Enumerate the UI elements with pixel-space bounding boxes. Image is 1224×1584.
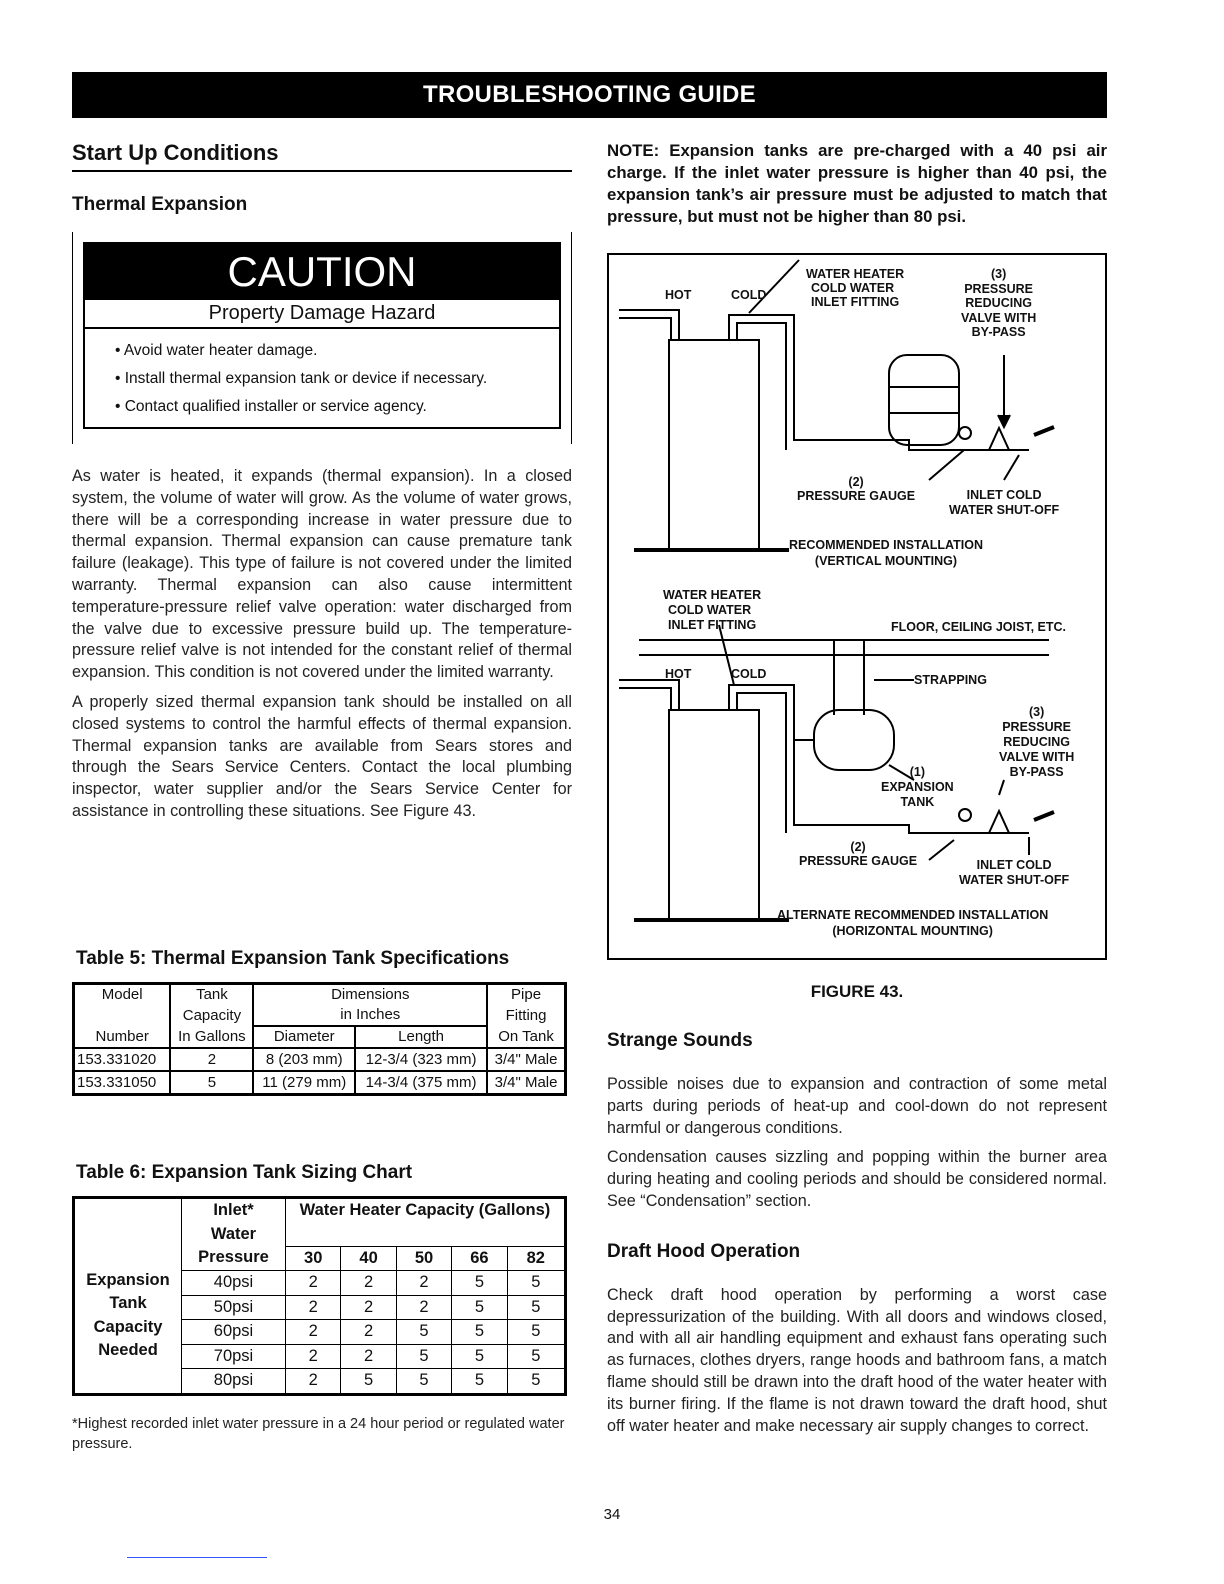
cell: 2	[286, 1295, 341, 1320]
pressure-cell: 40psi	[182, 1271, 286, 1296]
header-inlet-3: Pressure	[182, 1246, 286, 1271]
label-cold-top: COLD	[731, 288, 767, 302]
table5	[72, 982, 567, 1096]
table5-block	[72, 948, 567, 1096]
page-number: 34	[603, 1506, 621, 1523]
caution-title: CAUTION	[85, 244, 559, 300]
header-tank: Tank	[170, 984, 253, 1006]
label-shutoff-top: INLET COLD WATER SHUT-OFF	[949, 488, 1060, 517]
caution-item: • Contact qualified installer or service agency.	[115, 398, 427, 415]
spacer	[286, 1223, 566, 1247]
subsection-title: Thermal Expansion	[72, 194, 248, 215]
cell: 2	[341, 1344, 396, 1369]
cell: 5	[507, 1344, 565, 1369]
capacity-header: 30	[286, 1246, 341, 1271]
cell: 5	[396, 1320, 451, 1345]
label-inlet-fitting-top: WATER HEATER COLD WATER INLET FITTING	[806, 267, 905, 309]
footer-rule	[127, 1557, 267, 1558]
cell: 5	[507, 1320, 565, 1345]
capacity-header: 50	[396, 1246, 451, 1271]
cell: 3/4" Male	[487, 1071, 565, 1095]
cell: 3/4" Male	[487, 1048, 565, 1071]
cell: 153.331050	[74, 1071, 171, 1095]
cell: 2	[341, 1320, 396, 1345]
header-pipe-3: On Tank	[487, 1026, 565, 1048]
table-row	[74, 1071, 566, 1095]
header-dimensions-2: in Inches	[253, 1005, 487, 1026]
cell: 2	[170, 1048, 253, 1071]
water-heater-tank-top	[669, 340, 759, 550]
label-install-top: RECOMMENDED INSTALLATION (VERTICAL MOUNTING)	[789, 538, 983, 568]
caution-item: • Install thermal expansion tank or device if necessary.	[115, 370, 488, 387]
header-capacity: Water Heater Capacity (Gallons)	[299, 1201, 551, 1219]
label-expansion-tank: (1) EXPANSION TANK	[881, 765, 954, 809]
label-shutoff-bottom: INLET COLD WATER SHUT-OFF	[959, 858, 1070, 887]
label-strapping: STRAPPING	[914, 673, 987, 687]
label-install-bottom: ALTERNATE RECOMMENDED INSTALLATION (HORIZONTAL MOUNTING)	[777, 908, 1049, 938]
pressure-cell: 80psi	[182, 1369, 286, 1395]
cell: 5	[452, 1320, 507, 1345]
header-tank-2: Capacity	[170, 1005, 253, 1026]
label-hot-bottom: HOT	[665, 667, 692, 681]
table6-footnote: *Highest recorded inlet water pressure in a 24 hour period or regulated water pressure.	[72, 1415, 565, 1452]
figure-43	[607, 253, 1107, 960]
caution-frame	[72, 232, 572, 444]
cell: 5	[452, 1295, 507, 1320]
expansion-note: NOTE: Expansion tanks are pre-charged with a 40 psi air charge. If the inlet water pressure is higher than 40 psi, the expansion tank’s air pressure must be adjusted to match that pressure, but must not be higher than 80 psi.	[607, 141, 1107, 226]
cell: 2	[341, 1295, 396, 1320]
cell: 5	[396, 1344, 451, 1369]
section-title: Start Up Conditions	[72, 140, 572, 172]
cell: 5	[341, 1369, 396, 1395]
header-model: Model	[101, 986, 143, 1003]
cell: 2	[286, 1320, 341, 1345]
header-length: Length	[355, 1026, 487, 1048]
cell: 2	[286, 1271, 341, 1296]
cell: 2	[396, 1295, 451, 1320]
draft-hood-title: Draft Hood Operation	[607, 1240, 801, 1262]
expansion-tank-top	[889, 355, 959, 445]
right-column	[607, 140, 1107, 1437]
body-paragraph: Check draft hood operation by performing a worst case depressurization of the building. With all doors and windows closed, and with all air handling equipment and exhaust fans operating such as furnaces, clothes dryers, range hoods and bathroom fans, a match flame should still be drawn into the draft hood of the water heater with its burner firing. If the flame is not drawn toward the draft hood, shut off water heater and make necessary air supply changes to correct.	[607, 1285, 1107, 1435]
body-paragraph: As water is heated, it expands (thermal expansion). In a closed system, the volume of water will grow. As the volume of water grows, there will be a corresponding increase in water pressure due to thermal expansion. Thermal expansion can cause premature tank failure (leakage). This type of failure is not covered under the limited warranty. Thermal expansion can also cause intermittent temperature-pressure relief valve operation: water discharged from the valve due to excessive pressure build up. The temperature-pressure relief valve is not intended for the constant relief of thermal expansion. This condition is not covered under the limited warranty.	[72, 467, 572, 682]
label-floor: FLOOR, CEILING JOIST, ETC.	[891, 620, 1067, 634]
table5-title: Table 5: Thermal Expansion Tank Specifications	[76, 948, 510, 969]
cell: 5	[452, 1271, 507, 1296]
label-cold-bottom: COLD	[731, 667, 767, 681]
table6-title: Table 6: Expansion Tank Sizing Chart	[76, 1162, 413, 1183]
label-gauge-top: (2) PRESSURE GAUGE	[797, 475, 916, 503]
figure-caption: FIGURE 43.	[810, 982, 904, 1001]
cell: 2	[341, 1271, 396, 1296]
row-label: Expansion Tank Capacity Needed	[74, 1198, 182, 1395]
cell: 5	[507, 1369, 565, 1395]
strange-sounds-title: Strange Sounds	[607, 1030, 753, 1051]
cell: 5	[170, 1071, 253, 1095]
body-paragraph: Condensation causes sizzling and popping within the burner area during heating and cooling periods and should be considered normal. See “Condensation” section.	[607, 1148, 1107, 1210]
table6-block	[72, 1162, 572, 1454]
header-dimensions: Dimensions	[253, 984, 487, 1006]
cell: 5	[452, 1344, 507, 1369]
header-inlet: Inlet*	[182, 1198, 286, 1223]
header-model-2	[74, 1005, 171, 1026]
table-row	[74, 1048, 566, 1071]
cell: 5	[507, 1295, 565, 1320]
cell: 11 (279 mm)	[253, 1071, 355, 1095]
cell: 12-3/4 (323 mm)	[355, 1048, 487, 1071]
cell: 5	[507, 1271, 565, 1296]
caution-item: • Avoid water heater damage.	[115, 342, 318, 359]
header-pipe-2: Fitting	[487, 1005, 565, 1026]
capacity-header: 82	[507, 1246, 565, 1271]
caution-list	[85, 329, 559, 427]
header-diameter: Diameter	[253, 1026, 355, 1048]
caution-box	[83, 242, 561, 429]
label-inlet-fitting-bottom: WATER HEATER COLD WATER INLET FITTING	[663, 588, 762, 632]
cell: 5	[396, 1369, 451, 1395]
water-heater-tank-bottom	[669, 710, 759, 920]
cell: 8 (203 mm)	[253, 1048, 355, 1071]
cell: 153.331020	[74, 1048, 171, 1071]
table6	[72, 1196, 567, 1396]
page-banner: TROUBLESHOOTING GUIDE	[72, 72, 1107, 118]
label-hot-top: HOT	[665, 288, 692, 302]
pressure-cell: 50psi	[182, 1295, 286, 1320]
label-valve-top: (3) PRESSURE REDUCING VALVE WITH BY-PASS	[961, 267, 1037, 339]
cell: 2	[286, 1344, 341, 1369]
header-model-3: Number	[95, 1027, 149, 1045]
cell: 2	[396, 1271, 451, 1296]
header-inlet-2: Water	[182, 1223, 286, 1247]
cell: 2	[286, 1369, 341, 1395]
header-tank-3: In Gallons	[170, 1026, 253, 1048]
capacity-header: 66	[452, 1246, 507, 1271]
caution-subtitle: Property Damage Hazard	[85, 300, 559, 329]
cell: 5	[452, 1369, 507, 1395]
body-paragraph: A properly sized thermal expansion tank should be installed on all closed systems to control the harmful effects of thermal expansion. Thermal expansion tanks are available from Sears stores and through the Sears Service Centers. Contact the local plumbing inspector, water supplier and/or the Sears Service Center for assistance in controlling these situations. See Figure 43.	[72, 692, 572, 820]
cell: 14-3/4 (375 mm)	[355, 1071, 487, 1095]
pressure-cell: 60psi	[182, 1320, 286, 1345]
pressure-cell: 70psi	[182, 1344, 286, 1369]
left-column	[72, 140, 572, 1452]
expansion-tank-bottom	[814, 710, 894, 770]
label-valve-bottom: (3) PRESSURE REDUCING VALVE WITH BY-PASS	[999, 705, 1075, 779]
header-pipe: Pipe	[487, 984, 565, 1006]
body-paragraph: Possible noises due to expansion and contraction of some metal parts during periods of heat-up and cool-down do not represent harmful or dangerous conditions.	[607, 1075, 1107, 1137]
label-gauge-bottom: (2) PRESSURE GAUGE	[799, 840, 918, 868]
capacity-header: 40	[341, 1246, 396, 1271]
